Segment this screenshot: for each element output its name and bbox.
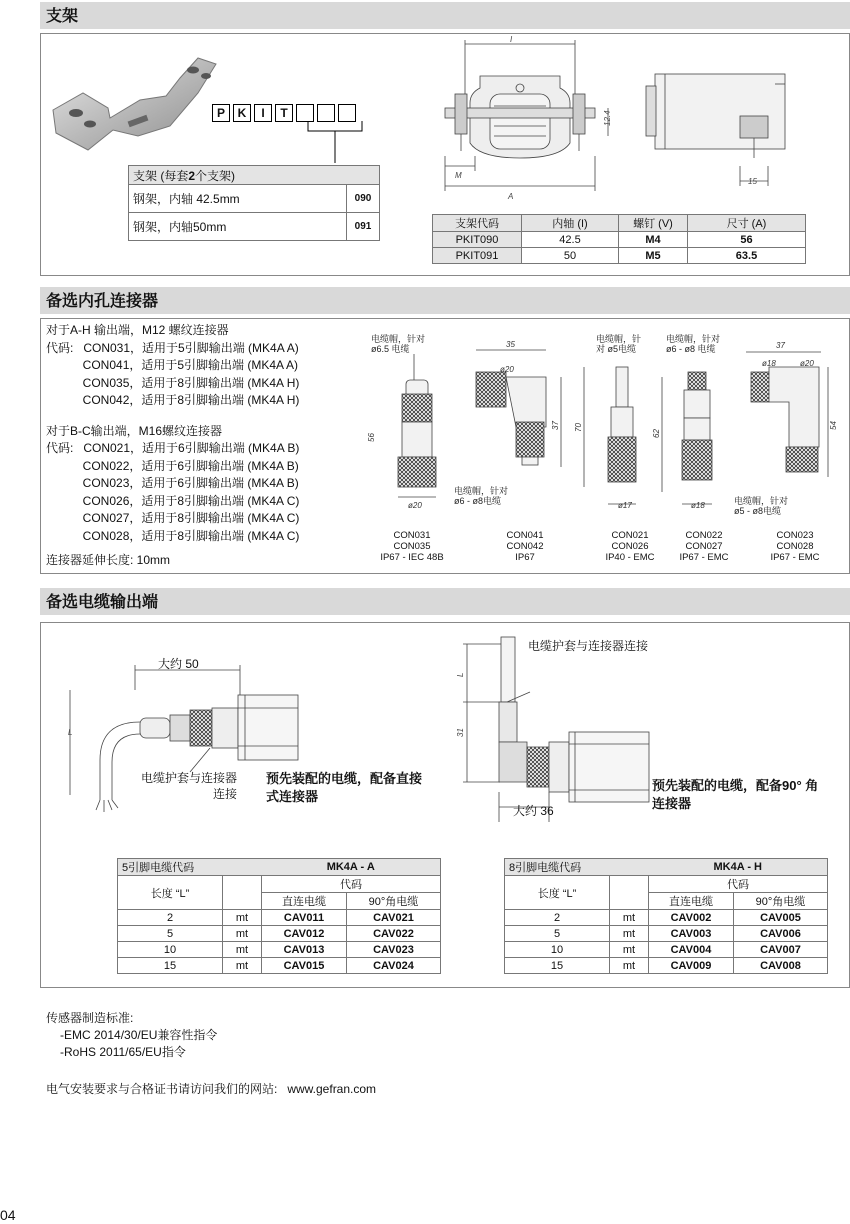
dim-dia20: ø20: [408, 501, 422, 510]
connector-line: [46, 410, 366, 423]
unit-cell: mt: [223, 910, 262, 926]
note-4a: 电缆帽，针对: [454, 486, 509, 496]
straight-header: 直连电缆: [649, 893, 734, 910]
dim-37: 37: [551, 421, 560, 430]
code-cell: CAV005: [733, 910, 827, 926]
angle-header: 90°角电缆: [733, 893, 827, 910]
bracket-option-table: [128, 165, 380, 241]
dim-l-straight: L: [68, 728, 73, 737]
caption-con031: CON031 CON035 IP67 - IEC 48B: [380, 530, 444, 563]
code-cell: CAV009: [649, 958, 734, 974]
code-letter: P: [212, 104, 230, 122]
straight-cable-description: 预先装配的电缆，配备直接 式连接器: [266, 771, 423, 804]
approx-50-label: 大约 50: [158, 657, 199, 671]
connector-drawings: [366, 332, 846, 532]
unit-cell: mt: [610, 958, 649, 974]
angle-cable-description: 预先装配的电缆，配备90° 角 连接器: [652, 778, 819, 811]
option-code: 091: [347, 213, 380, 241]
caption-con021: CON021 CON026 IP40 - EMC: [605, 530, 655, 563]
length-cell: 2: [505, 910, 610, 926]
section-title-bracket: 支架: [40, 2, 850, 29]
code-cell: CAV008: [733, 958, 827, 974]
cable-table-8pin: [504, 858, 828, 974]
dim-l: I: [510, 36, 513, 44]
length-cell: 10: [118, 942, 223, 958]
dim-dia18: ø18: [691, 501, 705, 510]
connector-line: 代码: CON021，适用于6引脚输出端 (MK4A B): [46, 441, 300, 455]
code-cell: CAV007: [733, 942, 827, 958]
length-cell: 15: [505, 958, 610, 974]
connector-line: CON035，适用于8引脚输出端 (MK4A H): [46, 375, 300, 390]
angle-header: 90°角电缆: [346, 893, 440, 910]
dim-37: 37: [776, 341, 785, 350]
note-2a: 电缆帽，针: [596, 334, 642, 344]
sheath-note-left: 电缆护套与连接器 连接: [140, 771, 237, 801]
dim-dia17: ø17: [618, 501, 632, 510]
dim-a: A: [508, 192, 514, 201]
option-label: 钢架，内轴 42.5mm: [129, 185, 347, 213]
length-header: 长度 “L”: [118, 876, 223, 910]
dim-54: 54: [829, 421, 838, 430]
table-model: MK4A - A: [262, 859, 441, 876]
connector-line: CON023，适用于6引脚输出端 (MK4A B): [46, 476, 299, 490]
code-cell: CAV006: [733, 926, 827, 942]
spec-header: 尺寸 (A): [688, 215, 806, 232]
table-title: 8引脚电缆代码: [505, 859, 649, 876]
note-3a: 电缆帽，针对: [666, 334, 721, 344]
note-5b: ø5 - ø8电缆: [734, 506, 782, 516]
note-1a: 电缆帽，针对: [371, 334, 426, 344]
connector-line: 代码: CON031，适用于5引脚输出端 (MK4A A): [46, 340, 299, 355]
connector-line: CON022，适用于6引脚输出端 (MK4A B): [46, 458, 299, 473]
connector-line: CON027，适用于8引脚输出端 (MK4A C): [46, 511, 300, 525]
caption-con022: CON022 CON027 IP67 - EMC: [679, 530, 729, 563]
note-1b: ø6.5 电缆: [371, 344, 410, 354]
code-cell: CAV024: [346, 958, 440, 974]
dim-35: 35: [506, 340, 515, 349]
unit-cell: mt: [610, 910, 649, 926]
note-5a: 电缆帽，针对: [734, 496, 789, 506]
dim-56: 56: [367, 433, 376, 442]
code-blank: [296, 104, 314, 122]
length-cell: 10: [505, 942, 610, 958]
dim-m: M: [455, 171, 462, 180]
unit-cell: mt: [223, 942, 262, 958]
dim-62: 62: [652, 429, 661, 438]
connector-line: 对于A-H 输出端，M12 螺纹连接器: [46, 323, 229, 337]
code-letter: K: [233, 104, 251, 122]
dim-31: 31: [456, 728, 465, 737]
table-title: 5引脚电缆代码: [118, 859, 262, 876]
unit-cell: mt: [223, 926, 262, 942]
dim-dia18: ø18: [762, 359, 776, 368]
page-number: 04: [0, 1207, 16, 1223]
dim-l-angle: L: [456, 672, 465, 677]
dim-70: 70: [574, 423, 583, 432]
code-cell: CAV013: [262, 942, 347, 958]
section-title-connectors: 备选内孔连接器: [40, 287, 850, 314]
approx-36-label: 大约 36: [513, 804, 554, 818]
unit-cell: mt: [223, 958, 262, 974]
code-cell: CAV002: [649, 910, 734, 926]
connector-line: CON041，适用于5引脚输出端 (MK4A A): [46, 358, 299, 372]
connector-line: 对于B-C输出端，M16螺纹连接器: [46, 423, 223, 438]
connector-line: CON028，适用于8引脚输出端 (MK4A C): [46, 528, 300, 543]
spec-cell: PKIT091: [433, 248, 522, 264]
spec-cell: 63.5: [688, 248, 806, 264]
spec-cell: 42.5: [522, 232, 619, 248]
cable-table-5pin: [117, 858, 441, 974]
code-cell: CAV021: [346, 910, 440, 926]
spec-cell: M4: [619, 232, 688, 248]
code-header: 代码: [262, 876, 441, 893]
section-title-cables: 备选电缆输出端: [40, 588, 850, 615]
connector-line: CON026，适用于8引脚输出端 (MK4A C): [46, 493, 300, 508]
spec-cell: M5: [619, 248, 688, 264]
spec-cell: 56: [688, 232, 806, 248]
standard-item: -EMC 2014/30/EU兼容性指令: [60, 1028, 218, 1042]
bracket-code-boxes: [212, 104, 356, 122]
code-letter: T: [275, 104, 293, 122]
connector-line: CON042，适用于8引脚输出端 (MK4A H): [46, 393, 300, 407]
caption-con041: CON041 CON042 IP67: [506, 530, 544, 563]
dim-dia20: ø20: [800, 359, 814, 368]
caption-con023: CON023 CON028 IP67 - EMC: [770, 530, 820, 563]
sheath-note-right: 电缆护套与连接器连接: [528, 639, 649, 653]
note-3b: ø6 - ø8 电缆: [666, 344, 716, 354]
length-cell: 2: [118, 910, 223, 926]
dim-h: 12.4: [603, 110, 612, 126]
length-cell: 15: [118, 958, 223, 974]
website-note[interactable]: 电气安装要求与合格证书请访问我们的网站: www.gefran.com: [46, 1082, 377, 1096]
dim-side: 15: [748, 177, 757, 186]
bracket-image: [48, 38, 223, 158]
code-cell: CAV003: [649, 926, 734, 942]
standards-block: [46, 1010, 217, 1061]
code-cell: CAV015: [262, 958, 347, 974]
code-letter: I: [254, 104, 272, 122]
code-header: 代码: [649, 876, 828, 893]
spec-header: 支架代码: [433, 215, 522, 232]
option-code: 090: [347, 185, 380, 213]
length-header: 长度 “L”: [505, 876, 610, 910]
straight-header: 直连电缆: [262, 893, 347, 910]
note-2b: 对 ø5电缆: [596, 344, 637, 354]
connector-extension: 连接器延伸长度: 10mm: [46, 553, 171, 567]
unit-cell: mt: [610, 942, 649, 958]
unit-cell: mt: [610, 926, 649, 942]
code-cell: CAV012: [262, 926, 347, 942]
connector-code-list: [46, 322, 366, 545]
note-4b: ø6 - ø8电缆: [454, 496, 502, 506]
length-cell: 5: [505, 926, 610, 942]
code-cell: CAV022: [346, 926, 440, 942]
code-cell: CAV023: [346, 942, 440, 958]
code-cell: CAV004: [649, 942, 734, 958]
code-blank: [317, 104, 335, 122]
spec-cell: 50: [522, 248, 619, 264]
standards-title: 传感器制造标准:: [46, 1011, 134, 1025]
option-table-title: 支架 (每套2个支架): [129, 166, 380, 185]
bracket-spec-table: [432, 214, 806, 264]
code-blank: [338, 104, 356, 122]
spec-header: 内轴 (I): [522, 215, 619, 232]
dim-dia20: ø20: [500, 365, 514, 374]
code-cell: CAV011: [262, 910, 347, 926]
spec-cell: PKIT090: [433, 232, 522, 248]
option-label: 钢架，内轴50mm: [129, 213, 347, 241]
length-cell: 5: [118, 926, 223, 942]
spec-header: 螺钉 (V): [619, 215, 688, 232]
code-bracket-lines: [300, 121, 370, 166]
standard-item: -RoHS 2011/65/EU指令: [60, 1045, 186, 1059]
table-model: MK4A - H: [649, 859, 828, 876]
angled-cable-drawing: [455, 632, 655, 832]
bracket-dimension-drawing: [440, 36, 810, 211]
